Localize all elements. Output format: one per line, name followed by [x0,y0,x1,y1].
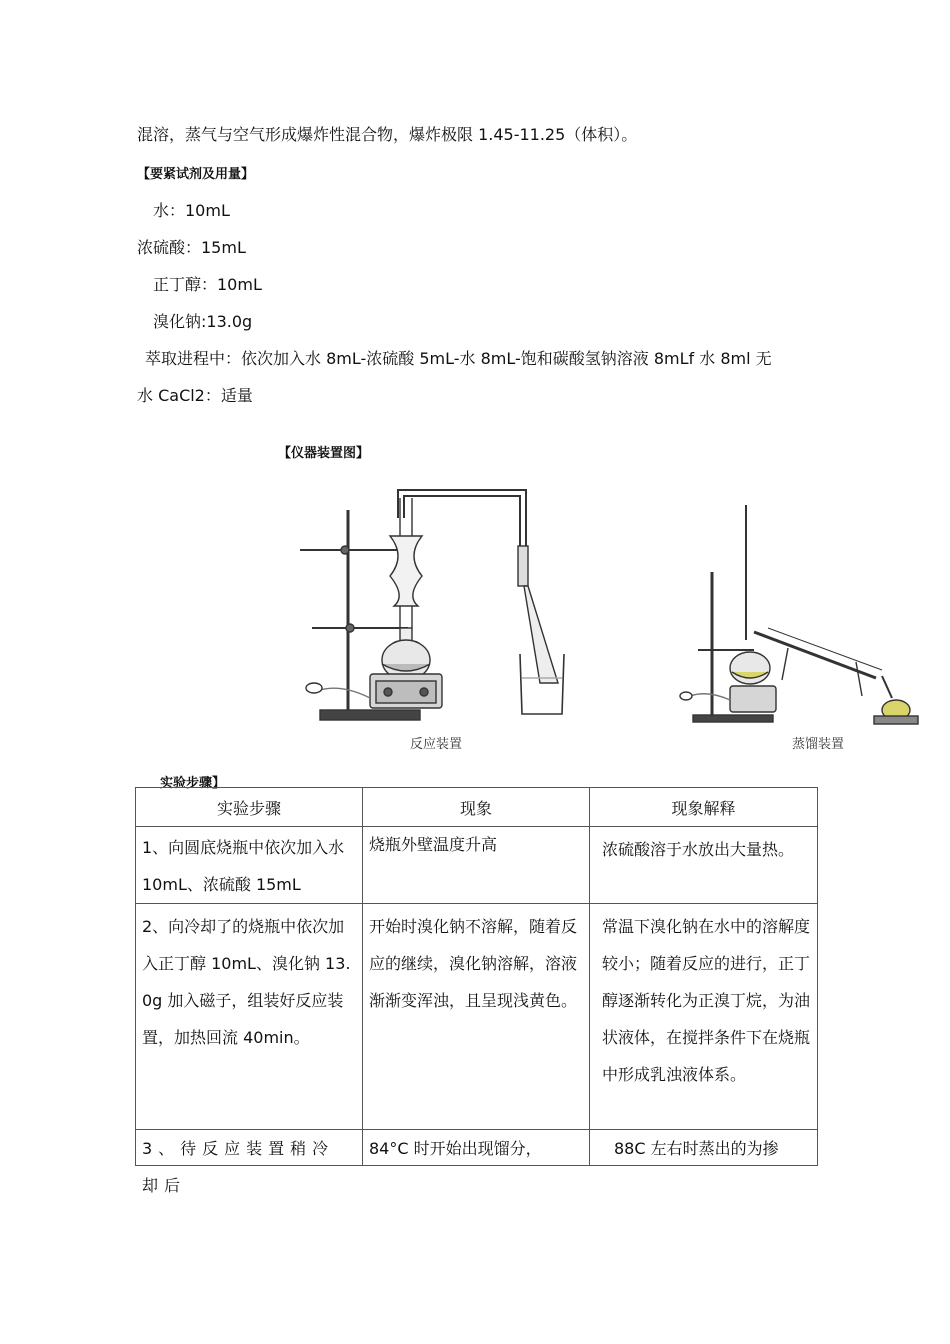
step-cell: 2、向冷却了的烧瓶中依次加入正丁醇 10mL、溴化钠 13.0g 加入磁子，组装好反应装置，加热回流 40min。 [142,917,351,1047]
extraction-line-2: 水 CaCl2：适量 [137,386,253,405]
phenomenon-cell: 开始时溴化钠不溶解，随着反应的继续，溴化钠溶解，溶液渐渐变浑浊，且呈现浅黄色。 [369,917,578,1010]
explanation-cell: 浓硫酸溶于水放出大量热。 [602,840,795,859]
reagent-water: 水：10mL [153,201,230,220]
distillation-apparatus-figure [678,500,928,730]
explanation-cell: 常温下溴化钠在水中的溶解度较小；随着反应的进行，正丁醇逐渐转化为正溴丁烷，为油状液体，在搅拌条件下在烧瓶中形成乳浊液体系。 [602,917,811,1084]
table-row [136,904,818,1130]
table-header-row [136,788,818,827]
steps-heading: 实验步骤】 [160,776,226,791]
distillation-apparatus-caption: 蒸馏装置 [792,737,845,752]
reagent-sodium-bromide: 溴化钠:13.0g [153,312,253,331]
step-cell: 1、向圆底烧瓶中依次加入水 10mL、浓硫酸 15mL [142,838,345,894]
header-phenomenon: 现象 [363,788,590,827]
apparatus-heading: 【仪器装置图】 [278,446,370,461]
reaction-apparatus-caption: 反应装置 [410,737,463,752]
extraction-line-1: 萃取进程中：依次加入水 8mL-浓硫酸 5mL-水 8mL-饱和碳酸氢钠溶液 8mLf 水 8ml 无 [145,349,772,368]
header-step: 实验步骤 [136,788,363,827]
step-cell: 3、待反应装置稍冷却后 [142,1139,335,1195]
stand-base [320,710,420,720]
table-row [136,1130,818,1166]
reagents-heading: 【要紧试剂及用量】 [137,167,255,182]
header-explanation: 现象解释 [590,788,818,827]
table-row [136,827,818,904]
reagent-sulfuric-acid: 浓硫酸：15mL [137,238,246,257]
explanation-cell: 88C 左右时蒸出的为掺 [614,1139,779,1158]
experiment-steps-table [135,787,818,1195]
intro-line: 混溶，蒸气与空气形成爆炸性混合物，爆炸极限 1.45-11.25（体积）。 [137,125,638,144]
phenomenon-cell: 烧瓶外壁温度升高 [369,835,498,854]
reaction-apparatus-figure [290,478,580,758]
reagent-butanol: 正丁醇：10mL [153,275,262,294]
phenomenon-cell: 84°C 时开始出现馏分， [369,1139,542,1158]
